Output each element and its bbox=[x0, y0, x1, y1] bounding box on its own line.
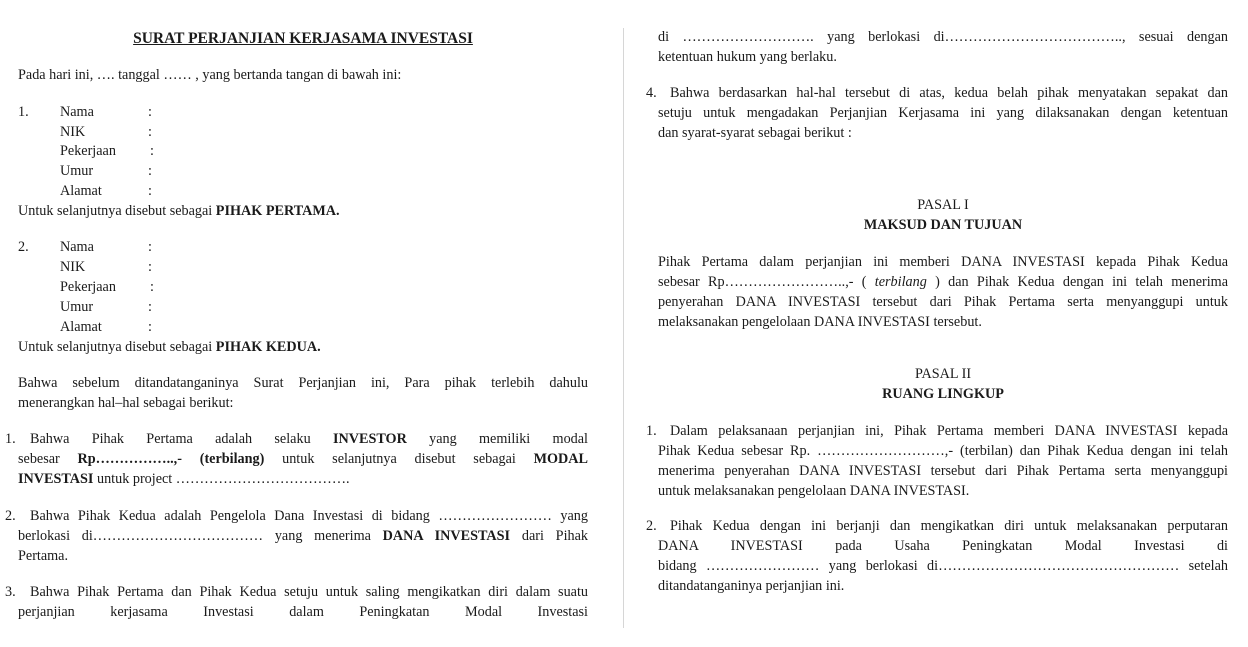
document-title: SURAT PERJANJIAN KERJASAMA INVESTASI bbox=[133, 30, 473, 47]
text: sebesar Rp……………………..,- ( bbox=[658, 274, 875, 290]
pasal-1-title: MAKSUD DAN TUJUAN bbox=[863, 217, 1023, 233]
party-1-number: 1. bbox=[18, 104, 29, 120]
pasal-2-item-1-line-4: untuk melaksanakan pengelolaan DANA INVESTASI. bbox=[658, 483, 970, 499]
text: ) dan Pihak Kedua dengan ini telah menerima bbox=[926, 274, 1228, 290]
opening-line: Pada hari ini, …. tanggal …… , yang bertanda tangan di bawah ini: bbox=[18, 67, 402, 83]
field-label-umur: Umur bbox=[60, 299, 94, 315]
point-2-line-3: Pertama. bbox=[18, 548, 69, 564]
point-4-line-3: dan syarat-syarat sebagai berikut : bbox=[658, 125, 852, 141]
pasal-2-item-1-line-1: Dalam pelaksanaan perjanjian ini, Pihak Pertama memberi DANA INVESTASI kepada bbox=[670, 423, 1228, 439]
pasal-2-heading: PASAL II bbox=[914, 366, 972, 382]
terbilang-italic: terbilang bbox=[874, 274, 927, 290]
point-number: 2. bbox=[5, 508, 16, 524]
field-label-nama: Nama bbox=[60, 104, 94, 120]
text: Bahwa Pihak Pertama adalah selaku bbox=[30, 431, 333, 447]
field-label-alamat: Alamat bbox=[60, 183, 102, 199]
text: yang memiliki modal bbox=[406, 431, 588, 447]
item-number: 2. bbox=[646, 518, 657, 534]
point-2-line-2 bbox=[18, 526, 588, 546]
modal-label: MODAL bbox=[533, 451, 588, 467]
field-colon: : bbox=[148, 104, 152, 120]
field-colon: : bbox=[148, 183, 152, 199]
closing-text: Untuk selanjutnya disebut sebagai bbox=[18, 203, 216, 219]
pasal-2-item-2-line-2: DANA INVESTASI pada Usaha Peningkatan Modal Investasi di bbox=[658, 538, 1228, 554]
party-2-number: 2. bbox=[18, 239, 29, 255]
field-label-pekerjaan: Pekerjaan bbox=[60, 143, 116, 159]
text: sebesar bbox=[18, 451, 78, 467]
text: dari Pihak bbox=[510, 528, 588, 544]
field-colon: : bbox=[148, 124, 152, 140]
pasal-2-item-1-line-2: Pihak Kedua sebesar Rp. ………………………,- (terbilan) dan Pihak Kedua dengan ini telah bbox=[658, 443, 1228, 459]
field-label-nama: Nama bbox=[60, 239, 94, 255]
pasal-1-line-2 bbox=[658, 272, 1228, 292]
point-1-line-2 bbox=[18, 449, 588, 469]
investasi-label: INVESTASI bbox=[18, 471, 94, 487]
field-colon: : bbox=[150, 279, 154, 295]
party-1-closing bbox=[18, 201, 340, 221]
intro-line-1: Bahwa sebelum ditandatanganinya Surat Perjanjian ini, Para pihak terlebih dahulu bbox=[18, 375, 588, 391]
pasal-2-item-1-line-3: menerima penyerahan DANA INVESTASI tersebut dari Pihak Pertama serta menyanggupi bbox=[658, 463, 1228, 479]
pasal-1-heading: PASAL I bbox=[917, 197, 969, 213]
field-colon: : bbox=[148, 299, 152, 315]
field-colon: : bbox=[148, 259, 152, 275]
pasal-2-item-2-line-1: Pihak Kedua dengan ini berjanji dan mengikatkan diri untuk melaksanakan perputaran bbox=[670, 518, 1228, 534]
pasal-2-item-2-line-3: bidang …………………… yang berlokasi di…………………………………………… setelah bbox=[658, 558, 1228, 574]
point-3-line-1: Bahwa Pihak Pertama dan Pihak Kedua setuju untuk saling mengikatkan diri dalam suatu bbox=[30, 584, 588, 600]
text: untuk project ………………………………. bbox=[93, 471, 350, 487]
pasal-2-item-2-line-4: ditandatanganinya perjanjian ini. bbox=[658, 578, 845, 594]
pasal-2-title: RUANG LINGKUP bbox=[882, 386, 1004, 402]
point-number: 3. bbox=[5, 584, 16, 600]
pihak-pertama-label: PIHAK PERTAMA. bbox=[215, 203, 340, 219]
closing-text: Untuk selanjutnya disebut sebagai bbox=[18, 339, 216, 355]
field-label-pekerjaan: Pekerjaan bbox=[60, 279, 116, 295]
point-2-line-1: Bahwa Pihak Kedua adalah Pengelola Dana Investasi di bidang …………………… yang bbox=[30, 508, 588, 524]
pihak-kedua-label: PIHAK KEDUA. bbox=[215, 339, 321, 355]
point-4-line-2: setuju untuk mengadakan Perjanjian Kerjasama ini yang dilaksanakan dengan ketentuan bbox=[658, 105, 1228, 121]
field-label-umur: Umur bbox=[60, 163, 94, 179]
column-divider bbox=[623, 28, 624, 628]
point-4-line-1: Bahwa berdasarkan hal-hal tersebut di atas, kedua belah pihak menyatakan sepakat dan bbox=[670, 85, 1228, 101]
text: untuk selanjutnya disebut sebagai bbox=[264, 451, 534, 467]
point-number: 4. bbox=[646, 85, 657, 101]
intro-line-2: menerangkan hal–hal sebagai berikut: bbox=[18, 395, 234, 411]
point-3-line-3: di ………………………. yang berlokasi di……………………………….., sesuai dengan bbox=[658, 29, 1228, 45]
field-colon: : bbox=[148, 319, 152, 335]
investor-label: INVESTOR bbox=[332, 431, 407, 447]
text: berlokasi di……………………………… yang menerima bbox=[18, 528, 383, 544]
point-3-line-2: perjanjian kerjasama Investasi dalam Peningkatan Modal Investasi bbox=[18, 604, 588, 620]
dana-investasi-label: DANA INVESTASI bbox=[382, 528, 511, 544]
item-number: 1. bbox=[646, 423, 657, 439]
field-label-nik: NIK bbox=[60, 259, 86, 275]
pasal-1-line-3: penyerahan DANA INVESTASI tersebut dari Pihak Pertama serta menyanggupi untuk bbox=[658, 294, 1228, 310]
field-label-alamat: Alamat bbox=[60, 319, 102, 335]
point-number: 1. bbox=[5, 431, 16, 447]
pasal-1-line-1: Pihak Pertama dalam perjanjian ini memberi DANA INVESTASI kepada Pihak Kedua bbox=[658, 254, 1228, 270]
party-2-closing bbox=[18, 337, 321, 357]
amount-placeholder: Rp……………..,- (terbilang) bbox=[77, 451, 265, 467]
field-colon: : bbox=[148, 239, 152, 255]
point-1-line-3 bbox=[18, 469, 350, 489]
field-colon: : bbox=[148, 163, 152, 179]
pasal-1-line-4: melaksanakan pengelolaan DANA INVESTASI tersebut. bbox=[658, 314, 982, 330]
point-3-line-4: ketentuan hukum yang berlaku. bbox=[658, 49, 837, 65]
field-colon: : bbox=[150, 143, 154, 159]
field-label-nik: NIK bbox=[60, 124, 86, 140]
point-1-line-1 bbox=[30, 429, 588, 449]
